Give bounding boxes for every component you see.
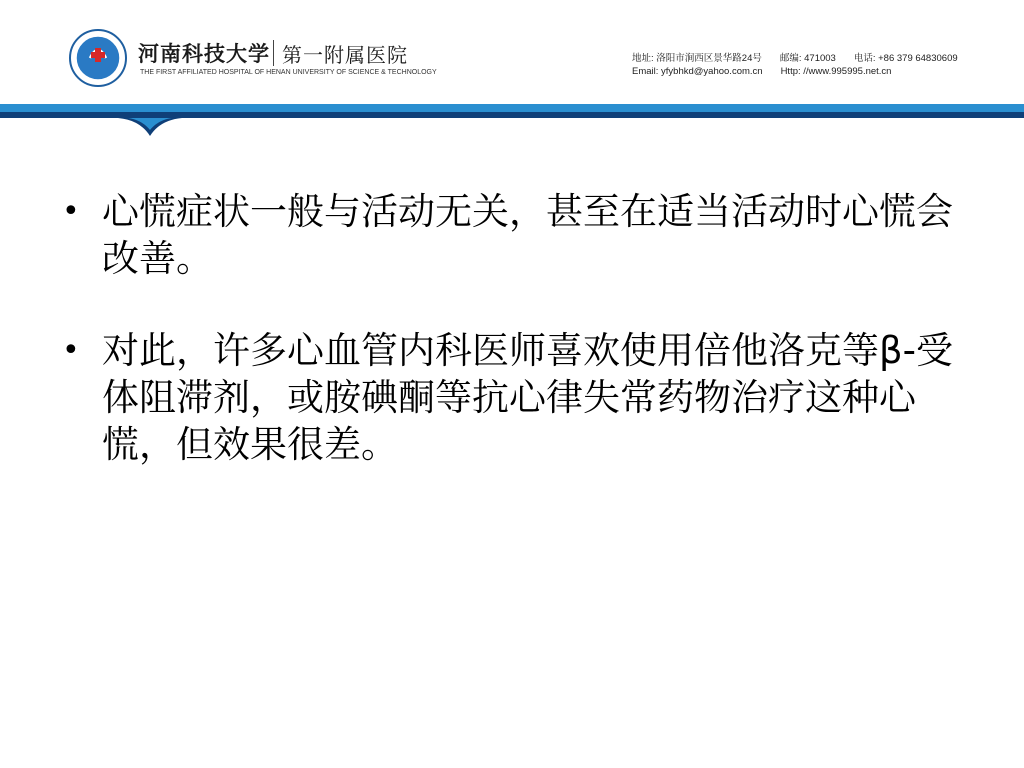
bullet-text: 对此，许多心血管内科医师喜欢使用倍他洛克等β-受体阻滞剂，或胺碘酮等抗心律失常药物治疗这种心慌，但效果很差。 bbox=[102, 329, 953, 466]
header-divider bbox=[273, 40, 274, 66]
contact-line-2 bbox=[632, 66, 891, 77]
bullet-item bbox=[60, 188, 980, 282]
hospital-name-english: THE FIRST AFFILIATED HOSPITAL OF HENAN UNIVERSITY OF SCIENCE & TECHNOLOGY bbox=[140, 69, 437, 76]
slide-body bbox=[60, 188, 980, 513]
slide-header bbox=[0, 0, 1024, 140]
hospital-emblem-icon bbox=[68, 28, 128, 88]
email-text: Email: yfybhkd@yahoo.com.cn bbox=[632, 66, 763, 77]
address-text: 地址: 洛阳市涧西区景华路24号 bbox=[632, 53, 762, 64]
phone-text: 电话: +86 379 64830609 bbox=[853, 53, 958, 64]
bullet-text: 心慌症状一般与活动无关，甚至在适当活动时心慌会改善。 bbox=[102, 190, 953, 280]
website-text: Http: //www.995995.net.cn bbox=[780, 66, 892, 77]
school-name: 河南科技大学 bbox=[138, 41, 270, 66]
contact-line-1 bbox=[632, 50, 958, 64]
header-band bbox=[0, 98, 1024, 140]
bullet-marker: • bbox=[62, 194, 80, 229]
postcode-text: 邮编: 471003 bbox=[779, 53, 836, 64]
bullet-marker: • bbox=[62, 333, 80, 368]
hospital-name: 第一附属医院 bbox=[282, 43, 408, 67]
bullet-item bbox=[60, 327, 980, 468]
